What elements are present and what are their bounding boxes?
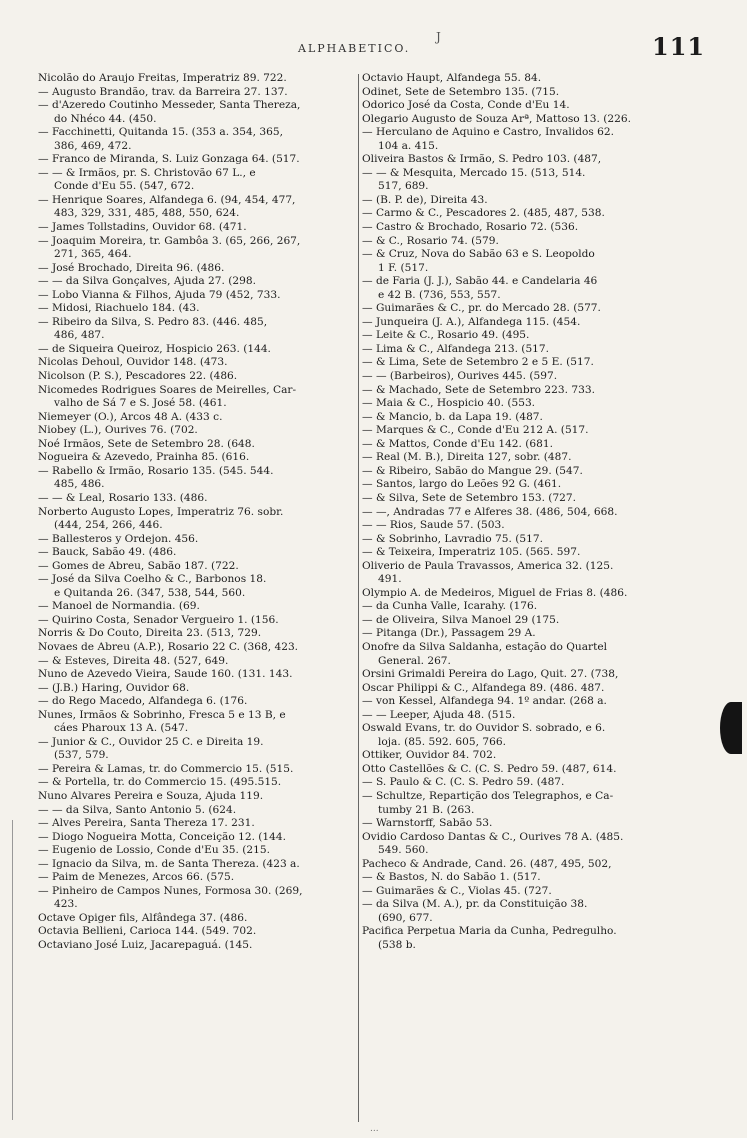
directory-entry-line: — James Tollstadins, Ouvidor 68. (471.: [38, 221, 247, 234]
directory-entry-line: Nicolson (P. S.), Pescadores 22. (486.: [38, 370, 238, 383]
directory-entry-line: — Castro & Brochado, Rosario 72. (536.: [362, 221, 579, 234]
directory-entry-line: — — & Mesquita, Mercado 15. (513, 514.: [362, 166, 586, 179]
directory-entry-line: 423.: [54, 898, 78, 911]
directory-entry-line: Ottiker, Ouvidor 84. 702.: [362, 749, 497, 762]
directory-entry-line: — Midosi, Riachuelo 184. (43.: [38, 302, 200, 315]
directory-entry-line: cáes Pharoux 13 A. (547.: [54, 722, 189, 735]
directory-entry-line: — & Mancio, b. da Lapa 19. (487.: [362, 410, 543, 423]
directory-entry-line: — — (Barbeiros), Ourives 445. (597.: [362, 370, 558, 383]
directory-entry-line: Otto Castellões & C. (C. S. Pedro 59. (487, 614.: [362, 762, 617, 775]
directory-entry-line: Orsini Grimaldi Pereira do Lago, Quit. 27. (738,: [362, 668, 619, 681]
directory-entry-line: Oswald Evans, tr. do Ouvidor S. sobrado, e 6.: [362, 722, 606, 735]
directory-entry-line: Oliveira Bastos & Irmão, S. Pedro 103. (487,: [362, 153, 602, 166]
page-title: ALPHABETICO.: [298, 42, 411, 55]
directory-entry-line: 483, 329, 331, 485, 488, 550, 624.: [54, 207, 240, 220]
directory-entry-line: — Junior & C., Ouvidor 25 C. e Direita 19.: [38, 735, 264, 748]
directory-entry-line: — Ballesteros y Ordejon. 456.: [38, 532, 199, 545]
directory-entry-line: Pacheco & Andrade, Cand. 26. (487, 495, 502,: [362, 857, 612, 870]
directory-entry-line: — (J.B.) Haring, Ouvidor 68.: [38, 681, 190, 694]
directory-entry-line: — & Silva, Sete de Setembro 153. (727.: [362, 491, 577, 504]
directory-entry-line: — & Lima, Sete de Setembro 2 e 5 E. (517.: [362, 356, 594, 369]
directory-entry-line: — — da Silva, Santo Antonio 5. (624.: [38, 803, 237, 816]
directory-entry-line: — — Rios, Saude 57. (503.: [362, 519, 505, 532]
directory-entry-line: Olegario Augusto de Souza Arª, Mattoso 13. (226.: [362, 112, 631, 125]
directory-entry-line: — Guimarães & C., Violas 45. (727.: [362, 884, 552, 897]
directory-entry-line: Oscar Philippi & C., Alfandega 89. (486. 487.: [362, 681, 605, 694]
directory-entry-line: 491.: [378, 573, 402, 586]
directory-entry-line: — von Kessel, Alfandega 94. 1º andar. (268 a.: [362, 695, 607, 708]
directory-entry-line: Onofre da Silva Saldanha, estação do Quartel: [362, 640, 608, 653]
directory-entry-line: Ovidio Cardoso Dantas & C., Ourives 78 A. (485.: [362, 830, 624, 843]
directory-entry-line: — de Faria (J. J.), Sabão 44. e Candelaria 46: [362, 275, 598, 288]
directory-entry-line: Octavia Bellieni, Carioca 144. (549. 702.: [38, 925, 257, 938]
directory-entry-line: — Real (M. B.), Direita 127, sobr. (487.: [362, 451, 572, 464]
directory-entry-line: — Diogo Nogueira Motta, Conceição 12. (144.: [38, 830, 287, 843]
directory-entry-line: — Marques & C., Conde d'Eu 212 A. (517.: [362, 424, 589, 437]
directory-entry-line: — Herculano de Aquino e Castro, Invalidos 62.: [362, 126, 615, 139]
directory-entry-line: — do Rego Macedo, Alfandega 6. (176.: [38, 695, 248, 708]
footer-mark: ...: [370, 1124, 379, 1134]
directory-entry-line: — Santos, largo do Leões 92 G. (461.: [362, 478, 562, 491]
directory-entry-line: Octavio Haupt, Alfandega 55. 84.: [362, 72, 542, 84]
directory-entry-line: — — & Irmãos, pr. S. Christovão 67 L., e: [38, 166, 256, 179]
directory-entry-line: — Paim de Menezes, Arcos 66. (575.: [38, 871, 235, 884]
directory-entry-line: — — Leeper, Ajuda 48. (515.: [362, 708, 516, 721]
directory-entry-line: Odinet, Sete de Setembro 135. (715.: [362, 85, 560, 98]
directory-entry-line: (538 b.: [378, 939, 416, 951]
directory-entry-line: — & Sobrinho, Lavradio 75. (517.: [362, 532, 543, 545]
directory-entry-line: — & Esteves, Direita 48. (527, 649.: [38, 654, 229, 667]
left-column: [38, 72, 358, 1122]
directory-entry-line: — José da Silva Coelho & C., Barbonos 18.: [38, 573, 267, 586]
directory-entry-line: — & Mattos, Conde d'Eu 142. (681.: [362, 437, 554, 450]
directory-entry-line: Oliverio de Paula Travassos, America 32. (125.: [362, 559, 614, 572]
directory-entry-line: — (B. P. de), Direita 43.: [362, 193, 488, 206]
directory-entry-line: e 42 B. (736, 553, 557.: [378, 288, 501, 301]
directory-entry-line: — Pitanga (Dr.), Passagem 29 A.: [362, 627, 536, 640]
directory-entry-line: Conde d'Eu 55. (547, 672.: [54, 180, 195, 193]
directory-entry-line: Octave Opiger fils, Alfândega 37. (486.: [38, 911, 248, 924]
directory-entry-line: Novaes de Abreu (A.P.), Rosario 22 C. (368, 423.: [38, 640, 299, 653]
directory-entry-line: Odorico José da Costa, Conde d'Eu 14.: [362, 99, 570, 112]
directory-entry-line: — & Bastos, N. do Sabão 1. (517.: [362, 871, 541, 884]
directory-entry-line: Nuno de Azevedo Vieira, Saude 160. (131. 143.: [38, 668, 293, 681]
directory-entry-line: — Pereira & Lamas, tr. do Commercio 15. (515.: [38, 762, 294, 775]
header-mark: J: [436, 30, 441, 44]
directory-entry-line: — Franco de Miranda, S. Luiz Gonzaga 64. (517.: [38, 153, 300, 166]
directory-entry-line: Nunes, Irmãos & Sobrinho, Fresca 5 e 13 B, e: [38, 708, 286, 721]
directory-entry-line: e Quitanda 26. (347, 538, 544, 560.: [54, 586, 246, 599]
directory-entry-line: — Ribeiro da Silva, S. Pedro 83. (446. 485,: [38, 315, 268, 328]
directory-entry-line: Octaviano José Luiz, Jacarepaguá. (145.: [38, 939, 253, 951]
directory-entry-line: — Leite & C., Rosario 49. (495.: [362, 329, 530, 342]
directory-entry-line: — de Oliveira, Silva Manoel 29 (175.: [362, 613, 560, 626]
directory-entry-line: — Bauck, Sabão 49. (486.: [38, 546, 177, 559]
directory-entry-line: Norris & Do Couto, Direita 23. (513, 729.: [38, 627, 262, 640]
directory-entry-line: — Carmo & C., Pescadores 2. (485, 487, 538.: [362, 207, 605, 220]
directory-entry-line: loja. (85. 592. 605, 766.: [378, 735, 506, 748]
directory-entry-line: Olympio A. de Medeiros, Miguel de Frias 8. (486.: [362, 586, 628, 599]
directory-entry-line: — Schultze, Repartição dos Telegraphos, e Ca-: [362, 789, 614, 802]
directory-entry-line: Noé Irmãos, Sete de Setembro 28. (648.: [38, 437, 255, 450]
directory-entry-line: Niemeyer (O.), Arcos 48 A. (433 c.: [38, 410, 223, 423]
page-number: 111: [652, 32, 706, 61]
directory-entry-line: — Lima & C., Alfandega 213. (517.: [362, 342, 550, 355]
directory-entry-line: 485, 486.: [54, 478, 105, 491]
directory-entry-line: — & Machado, Sete de Setembro 223. 733.: [362, 383, 595, 396]
directory-entry-line: 1 F. (517.: [378, 261, 429, 274]
right-column: [362, 72, 700, 1122]
directory-entry-line: — d'Azeredo Coutinho Messeder, Santa Thereza,: [38, 99, 301, 112]
directory-entry-line: — & Portella, tr. do Commercio 15. (495.515.: [38, 776, 282, 789]
directory-entry-line: 549. 560.: [378, 844, 429, 857]
directory-entry-line: tumby 21 B. (263.: [378, 803, 475, 816]
column-divider: [358, 74, 359, 1122]
directory-entry-line: (537, 579.: [54, 749, 109, 762]
directory-entry-line: — & Ribeiro, Sabão do Mangue 29. (547.: [362, 464, 583, 477]
directory-entry-line: — Junqueira (J. A.), Alfandega 115. (454.: [362, 315, 581, 328]
directory-entry-line: — & Teixeira, Imperatriz 105. (565. 597.: [362, 546, 581, 559]
directory-entry-line: — Gomes de Abreu, Sabão 187. (722.: [38, 559, 239, 572]
directory-entry-line: — José Brochado, Direita 96. (486.: [38, 261, 225, 274]
directory-entry-line: 104 a. 415.: [378, 139, 439, 152]
directory-entry-line: — Ignacio da Silva, m. de Santa Thereza. (423 a.: [38, 857, 300, 870]
directory-entry-line: (690, 677.: [378, 911, 433, 924]
directory-entry-line: 486, 487.: [54, 329, 105, 342]
directory-entry-line: 517, 689.: [378, 180, 429, 193]
directory-entry-line: — & Cruz, Nova do Sabão 63 e S. Leopoldo: [362, 248, 595, 261]
directory-entry-line: Nuno Alvares Pereira e Souza, Ajuda 119.: [38, 789, 264, 802]
directory-entry-line: — Maia & C., Hospicio 40. (553.: [362, 397, 536, 410]
directory-entry-line: (444, 254, 266, 446.: [54, 519, 163, 532]
directory-entry-line: — — & Leal, Rosario 133. (486.: [38, 491, 208, 504]
directory-entry-line: — Manoel de Normandia. (69.: [38, 600, 200, 613]
directory-entry-line: — Quirino Costa, Senador Vergueiro 1. (156.: [38, 613, 279, 626]
directory-entry-line: — Facchinetti, Quitanda 15. (353 a. 354, 365,: [38, 126, 284, 139]
directory-entry-line: — Warnstorff, Sabão 53.: [362, 817, 493, 830]
directory-entry-line: Nogueira & Azevedo, Prainha 85. (616.: [38, 451, 250, 464]
directory-entry-line: valho de Sá 7 e S. José 58. (461.: [54, 397, 227, 410]
directory-entry-line: — da Silva (M. A.), pr. da Constituição 38.: [362, 898, 588, 911]
directory-entry-line: Pacifica Perpetua Maria da Cunha, Pedregulho.: [362, 925, 617, 938]
directory-entry-line: — Rabello & Irmão, Rosario 135. (545. 544.: [38, 464, 274, 477]
directory-entry-line: do Nhéco 44. (450.: [54, 112, 157, 125]
directory-entry-line: Norberto Augusto Lopes, Imperatriz 76. sobr.: [38, 505, 284, 518]
margin-line: [12, 820, 13, 1120]
directory-entry-line: — — da Silva Gonçalves, Ajuda 27. (298.: [38, 275, 256, 288]
directory-entry-line: — Eugenio de Lossio, Conde d'Eu 35. (215.: [38, 844, 271, 857]
directory-entry-line: — Lobo Vianna & Filhos, Ajuda 79 (452, 733.: [38, 288, 281, 301]
directory-entry-line: — & C., Rosario 74. (579.: [362, 234, 499, 247]
thumb-shadow-mark: [720, 702, 742, 754]
directory-entry-line: — Pinheiro de Campos Nunes, Formosa 30. (269,: [38, 884, 303, 897]
directory-entry-line: — de Siqueira Queiroz, Hospicio 263. (144.: [38, 342, 271, 355]
directory-entry-line: — Guimarães & C., pr. do Mercado 28. (577.: [362, 302, 601, 315]
directory-entry-line: 386, 469, 472.: [54, 139, 132, 152]
directory-entry-line: General. 267.: [378, 654, 451, 667]
page-header: [0, 30, 747, 60]
directory-entry-line: Niobey (L.), Ourives 76. (702.: [38, 424, 198, 437]
directory-entry-line: — Alves Pereira, Santa Thereza 17. 231.: [38, 817, 255, 830]
directory-entry-line: 271, 365, 464.: [54, 248, 132, 261]
directory-entry-line: — Joaquim Moreira, tr. Gambôa 3. (65, 266, 267,: [38, 234, 301, 247]
directory-entry-line: — —, Andradas 77 e Alferes 38. (486, 504, 668.: [362, 505, 618, 518]
directory-entry-line: Nicolas Dehoul, Ouvidor 148. (473.: [38, 356, 228, 369]
directory-entry-line: — S. Paulo & C. (C. S. Pedro 59. (487.: [362, 776, 565, 789]
directory-entry-line: Nicomedes Rodrigues Soares de Meirelles, Car-: [38, 383, 297, 396]
directory-entry-line: — da Cunha Valle, Icarahy. (176.: [362, 600, 538, 613]
directory-entry-line: Nicolão do Araujo Freitas, Imperatriz 89. 722.: [38, 72, 287, 84]
directory-entry-line: — Henrique Soares, Alfandega 6. (94, 454, 477,: [38, 193, 296, 206]
directory-entry-line: — Augusto Brandão, trav. da Barreira 27. 137.: [38, 85, 288, 98]
